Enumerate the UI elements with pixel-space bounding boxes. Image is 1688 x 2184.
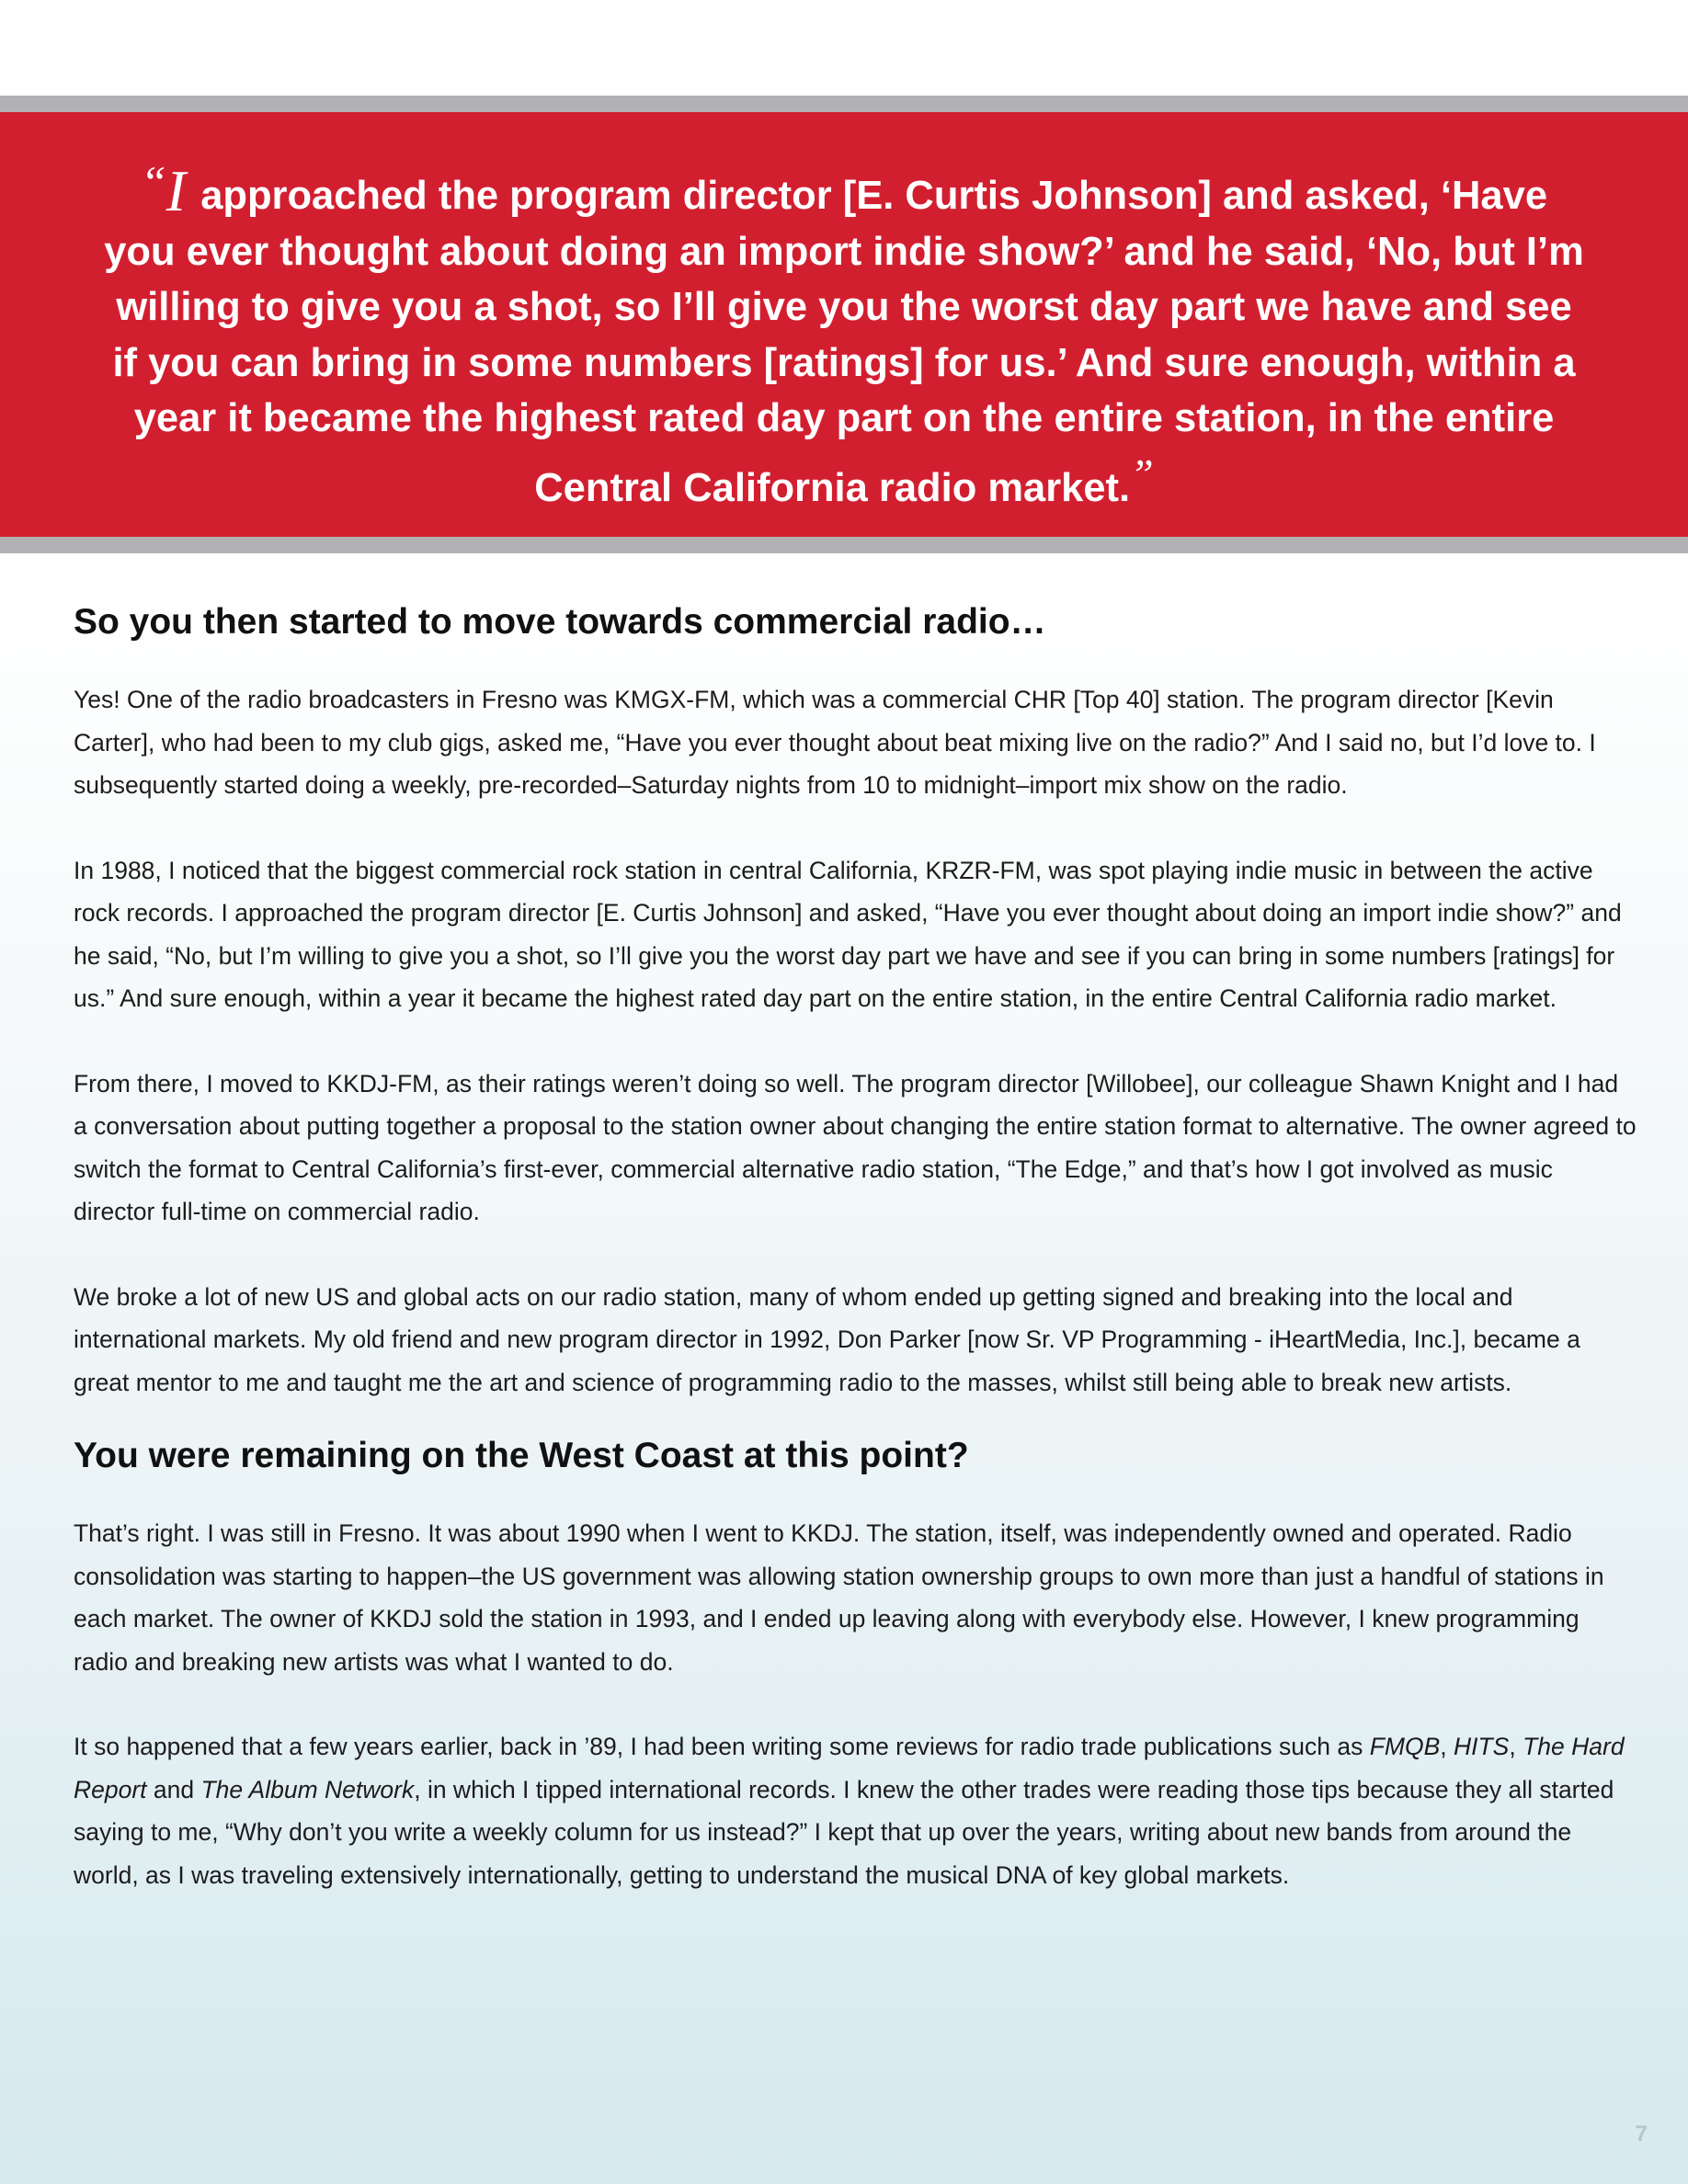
article-body [74, 597, 1637, 1939]
paragraph-trade-publications: It so happened that a few years earlier, back in ’89, I had been writing some reviews for radio trade publications such as FMQB, HITS, The Hard Report and The Album Network, in which I tipped international records. I knew the other trades were reading those tips because they all started saying to me, “Why don’t you write a weekly column for us instead?” I kept that up over the years, writing about new bands from around the world, as I was traveling extensively internationally, getting to understand the musical DNA of key global markets. [74, 1733, 1625, 1889]
paragraph-kkdj: From there, I moved to KKDJ-FM, as their ratings weren’t doing so well. The program director [Willobee], our colleague Shawn Knight and I had a conversation about putting together a proposal to the station owner about changing the entire station format to alternative. The owner agreed to switch the format to Central California’s first-ever, commercial alternative radio station, “The Edge,” and that’s how I got involved as music director full-time on commercial radio. [74, 1069, 1637, 1225]
publication-hits: HITS [1454, 1733, 1510, 1760]
paragraph-krzr: In 1988, I noticed that the biggest commercial rock station in central California, KRZR-FM, was spot playing indie music in between the active rock records. I approached the program director [E. Curtis Johnson] and asked, “Have you ever thought about doing an import indie show?” and he said, “No, but I’m willing to give you a shot, so I’ll give you the worst day part we have and see if you can bring in some numbers [ratings] for us.” And sure enough, within a year it became the highest rated day part on the entire station, in the entire Central California radio market. [74, 856, 1622, 1012]
pull-quote [101, 154, 1587, 516]
quote-top-border [0, 96, 1688, 112]
section-heading-west-coast: You were remaining on the West Coast at this point? [74, 1436, 969, 1475]
pull-quote-box [0, 112, 1688, 537]
quote-bottom-border [0, 537, 1688, 553]
publication-fmqb: FMQB [1369, 1733, 1441, 1760]
paragraph-kmgx: Yes! One of the radio broadcasters in Fresno was KMGX-FM, which was a commercial CHR [Top 40] station. The program director [Kevin Carter], who had been to my club gigs, asked me, “Have you ever thought about beat mixing live on the radio?” And I said no, but I’d love to. I subsequently started doing a weekly, pre-recorded–Saturday nights from 10 to midnight–import mix show on the radio. [74, 686, 1596, 799]
page-number: 7 [1635, 2121, 1648, 2146]
publication-album-network: The Album Network [200, 1775, 415, 1803]
quote-drop-cap: I [165, 158, 187, 223]
paragraph-fresno: That’s right. I was still in Fresno. It was about 1990 when I went to KKDJ. The station, itself, was independently owned and operated. Radio consolidation was starting to happen–the US government was allowing station ownership groups to own more than just a handful of stations in each market. The owner of KKDJ sold the station in 1993, and I ended up leaving along with everybody else. However, I knew programming radio and breaking new artists was what I wanted to do. [74, 1519, 1604, 1676]
section-heading-commercial-radio: So you then started to move towards commercial radio… [74, 602, 1046, 642]
open-quote-mark: “ [140, 156, 166, 208]
close-quote-mark: ” [1130, 449, 1154, 497]
pull-quote-text: approached the program director [E. Curtis Johnson] and asked, ‘Have you ever thought about doing an import indie show?’ and he said, ‘No, but I’m willing to give you a shot, so I’ll give you the worst day part we have and see if you can bring in some numbers [ratings] for us.’ And sure enough, within a year it became the highest rated day part on the entire station, in the entire Central California radio market. [104, 174, 1584, 510]
paragraph-global-acts: We broke a lot of new US and global acts on our radio station, many of whom ended up getting signed and breaking into the local and international markets. My old friend and new program director in 1992, Don Parker [now Sr. VP Programming - iHeartMedia, Inc.], became a great mentor to me and taught me the art and science of programming radio to the masses, whilst still being able to break new artists. [74, 1282, 1580, 1396]
publication-hard-report: The Hard Report [74, 1733, 1625, 1803]
